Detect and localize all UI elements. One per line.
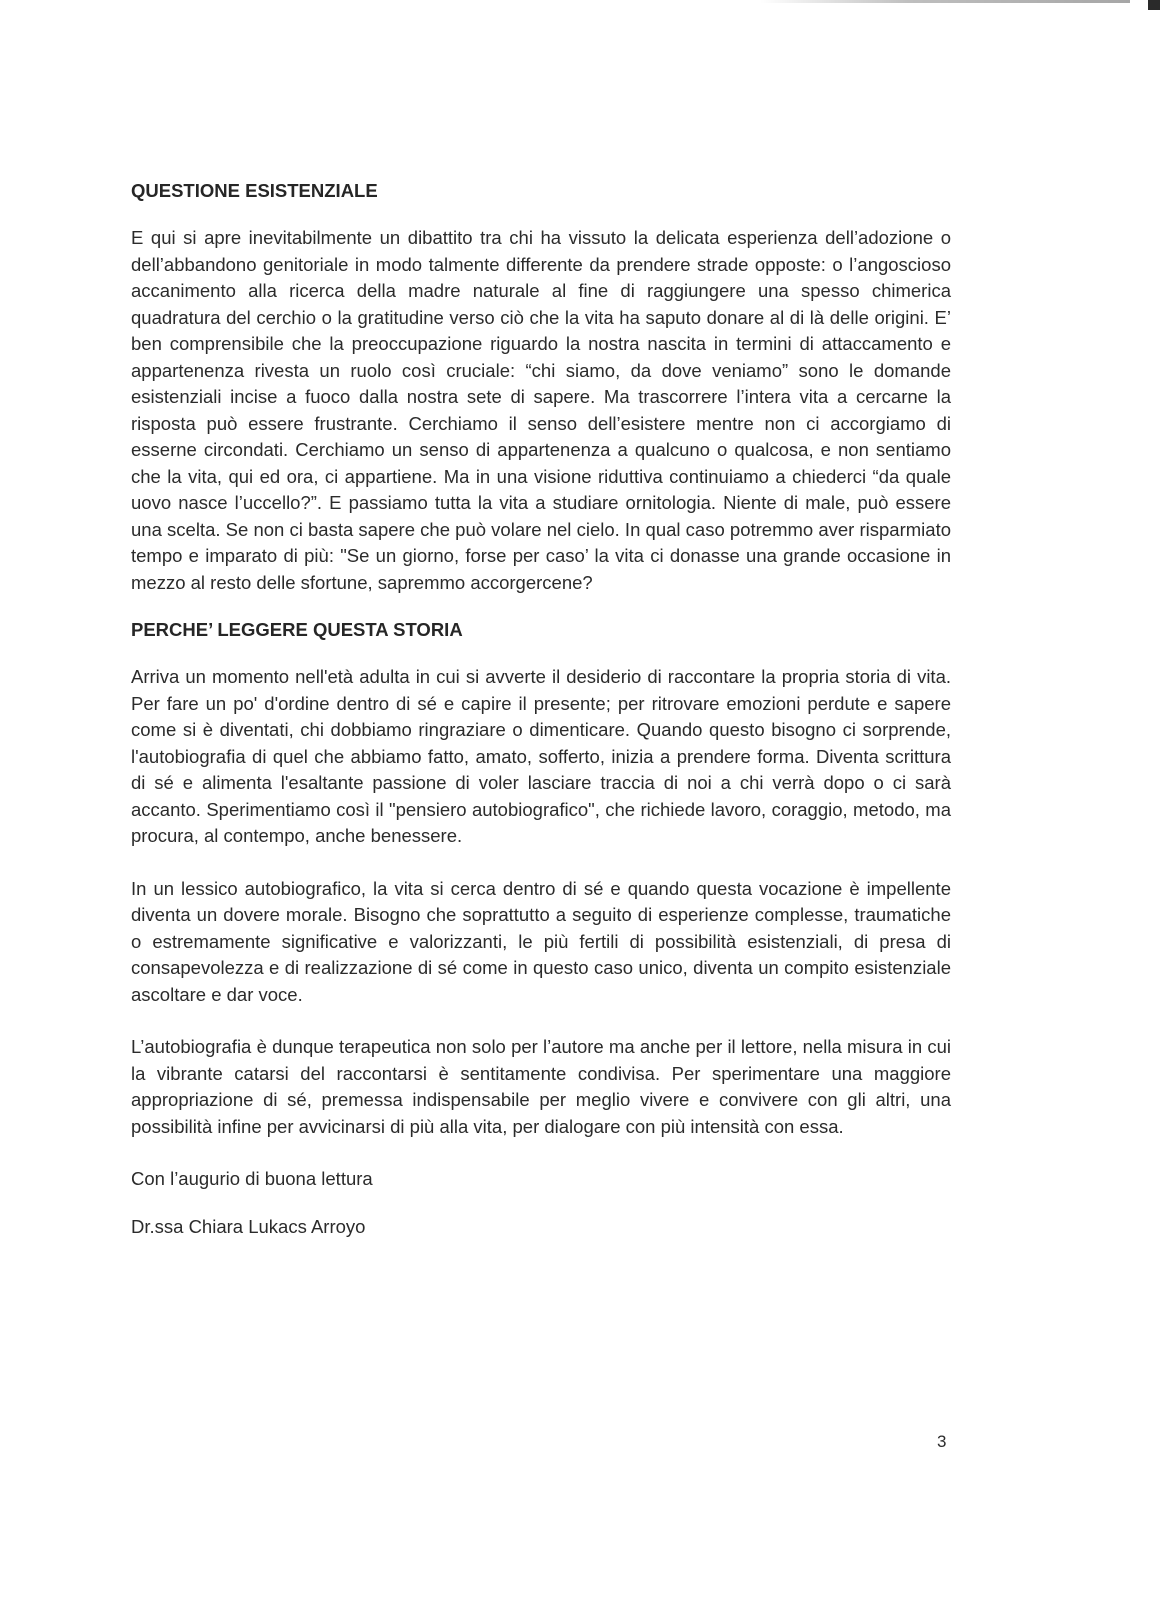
scan-edge-top xyxy=(760,0,1130,3)
document-page xyxy=(131,178,951,1240)
paragraph-questione-esistenziale: E qui si apre inevitabilmente un dibattito tra chi ha vissuto la delicata esperienza dell’adozione o dell’abbandono genitoriale in modo talmente differente da prendere strade opposte: o l’angoscioso accanimento alla ricerca della madre naturale al fine di raggiungere una spesso chimerica quadratura del cerchio o la gratitudine verso ciò che la vita ha saputo donare al di là delle origini. E’ ben comprensibile che la preoccupazione riguardo la nostra nascita in termini di attaccamento e appartenenza rivesta un ruolo così cruciale: “chi siamo, da dove veniamo” sono le domande esistenziali incise a fuoco dalla nostra sete di sapere. Ma trascorrere l’intera vita a cercarne la risposta può essere frustrante. Cerchiamo il senso dell’esistere mentre non ci accorgiamo di esserne circondati. Cerchiamo un senso di appartenenza a qualcuno o qualcosa, e non sentiamo che la vita, qui ed ora, ci appartiene. Ma in una visione riduttiva continuiamo a chiederci “da quale uovo nasce l’uccello?”. E passiamo tutta la vita a studiare ornitologia. Niente di male, può essere una scelta. Se non ci basta sapere che può volare nel cielo. In qual caso potremmo aver risparmiato tempo e imparato di più: "Se un giorno, forse per caso’ la vita ci donasse una grande occasione in mezzo al resto delle sfortune, sapremmo accorgercene? xyxy=(131,227,951,593)
section-heading-perche-leggere: PERCHE’ LEGGERE QUESTA STORIA xyxy=(131,619,463,640)
paragraph-autobiografia-terapeutica: L’autobiografia è dunque terapeutica non solo per l’autore ma anche per il lettore, nella misura in cui la vibrante catarsi del raccontarsi è sentitamente condivisa. Per sperimentare una maggiore appropriazione di sé, premessa indispensabile per meglio vivere e convivere con gli altri, una possibilità infine per avvicinarsi di più alla vita, per dialogare con più intensità con essa. xyxy=(131,1036,951,1137)
paragraph-lessico-autobiografico: In un lessico autobiografico, la vita si cerca dentro di sé e quando questa vocazione è impellente diventa un dovere morale. Bisogno che soprattutto a seguito di esperienze complesse, traumatiche o estremamente significative e valorizzanti, le più fertili di possibilità esistenziali, di presa di consapevolezza e di realizzazione di sé come in questo caso unico, diventa un compito esistenziale ascoltare e dar voce. xyxy=(131,877,951,1005)
scan-edge-corner xyxy=(1148,0,1160,10)
paragraph-pensiero-autobiografico: Arriva un momento nell'età adulta in cui si avverte il desiderio di raccontare la propria storia di vita. Per fare un po' d'ordine dentro di sé e capire il presente; per ritrovare emozioni perdute e sapere come si è diventati, chi dobbiamo ringraziare o dimenticare. Quando questo bisogno ci sorprende, l'autobiografia di quel che abbiamo fatto, amato, sofferto, inizia a prendere forma. Diventa scrittura di sé e alimenta l'esaltante passione di voler lasciare traccia di noi a chi verrà dopo o ci sarà accanto. Sperimentiamo così il "pensiero autobiografico", che richiede lavoro, coraggio, metodo, ma procura, al contempo, anche benessere. xyxy=(131,666,951,846)
section-heading-questione-esistenziale: QUESTIONE ESISTENZIALE xyxy=(131,180,378,201)
page-number: 3 xyxy=(937,1432,947,1451)
closing-line: Con l’augurio di buona lettura xyxy=(131,1168,373,1189)
signature: Dr.ssa Chiara Lukacs Arroyo xyxy=(131,1215,366,1237)
